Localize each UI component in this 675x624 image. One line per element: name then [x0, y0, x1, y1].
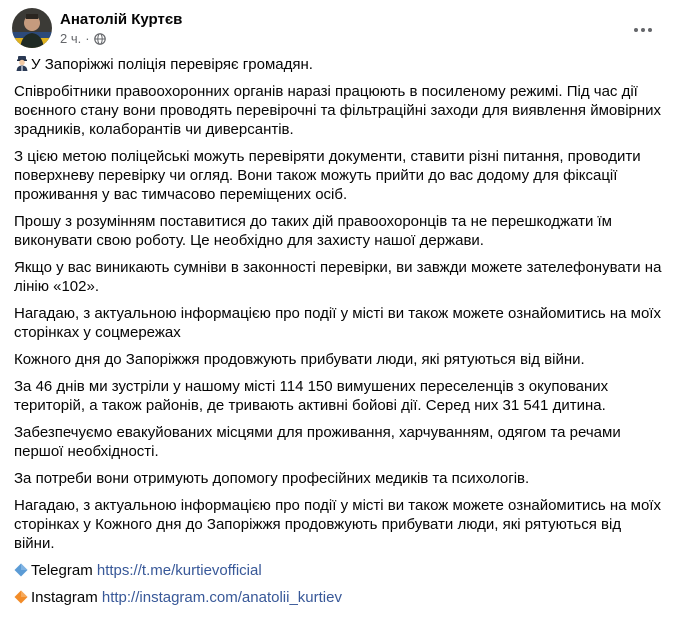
- meta-separator: ·: [85, 30, 90, 46]
- post-paragraph: Кожного дня до Запоріжжя продовжують прибувати люди, які рятуються від війни.: [14, 351, 585, 368]
- post-paragraph: Забезпечуємо евакуйованих місцями для проживання, харчуванням, одягом та речами першої необхідності.: [14, 424, 621, 460]
- globe-icon[interactable]: [94, 32, 106, 44]
- post-title-line: [14, 55, 664, 74]
- post-paragraph: Якщо у вас виникають сумніви в законності перевірки, ви завжди можете зателефонувати на лінію «102».: [14, 259, 662, 295]
- police-officer-icon: [14, 55, 30, 71]
- author-name[interactable]: Анатолій Куртєв: [60, 10, 183, 28]
- author-block: [60, 10, 182, 47]
- post-paragraph: З цією метою поліцейські можуть перевіряти документи, ставити різні питання, проводити поверхневу перевірку чи огляд. Вони також можуть прийти до вас додому для фіксації проживання у вас тимчасово переміщених осіб.: [14, 148, 641, 203]
- instagram-link-line: [14, 588, 664, 607]
- telegram-label: Telegram: [31, 562, 93, 579]
- post-paragraph: Прошу з розумінням поставитися до таких дій правоохоронців та не перешкоджати їм виконувати свою роботу. Це необхідно для захисту нашої держави.: [14, 213, 612, 249]
- instagram-link[interactable]: http://instagram.com/anatolii_kurtiev: [101, 589, 342, 606]
- post-content: [14, 55, 664, 615]
- telegram-link-line: [14, 561, 664, 580]
- post-meta: [60, 30, 182, 47]
- more-options-button[interactable]: [625, 12, 661, 48]
- post-paragraph: Співробітники правоохоронних органів наразі працюють в посиленому режимі. Під час дії воєнного стану вони проводять перевірочні та фільтраційні заходи для виявлення ймовірних зрадників, колаборантів чи диверсантів.: [14, 83, 662, 138]
- instagram-label: Instagram: [31, 589, 98, 606]
- orange-diamond-icon: [14, 590, 28, 604]
- post-paragraph: Нагадаю, з актуальною інформацією про події у місті ви також можете ознайомитись на моїх сторінках у Кожного дня до Запоріжжя продовжують прибувати люди, які рятуються від війни.: [14, 497, 661, 552]
- post-header: [12, 8, 182, 48]
- post-paragraph: За 46 днів ми зустріли у нашому місті 114 150 вимушених переселенців з окупованих територій, а також районів, де тривають активні бойові дії. Серед них 31 541 дитина.: [14, 378, 609, 414]
- post-paragraph: Нагадаю, з актуальною інформацією про події у місті ви також можете ознайомитись на моїх сторінках у соцмережах: [14, 305, 661, 341]
- telegram-link[interactable]: https://t.me/kurtievofficial: [96, 562, 262, 579]
- post-paragraph: За потреби вони отримують допомогу професійних медиків та психологів.: [14, 470, 530, 487]
- post-title-text: У Запоріжжі поліція перевіряє громадян.: [31, 56, 313, 73]
- more-dots-icon: [633, 27, 653, 33]
- post-timestamp[interactable]: 2 ч.: [60, 30, 82, 46]
- author-avatar[interactable]: [12, 8, 52, 48]
- blue-diamond-icon: [14, 563, 28, 577]
